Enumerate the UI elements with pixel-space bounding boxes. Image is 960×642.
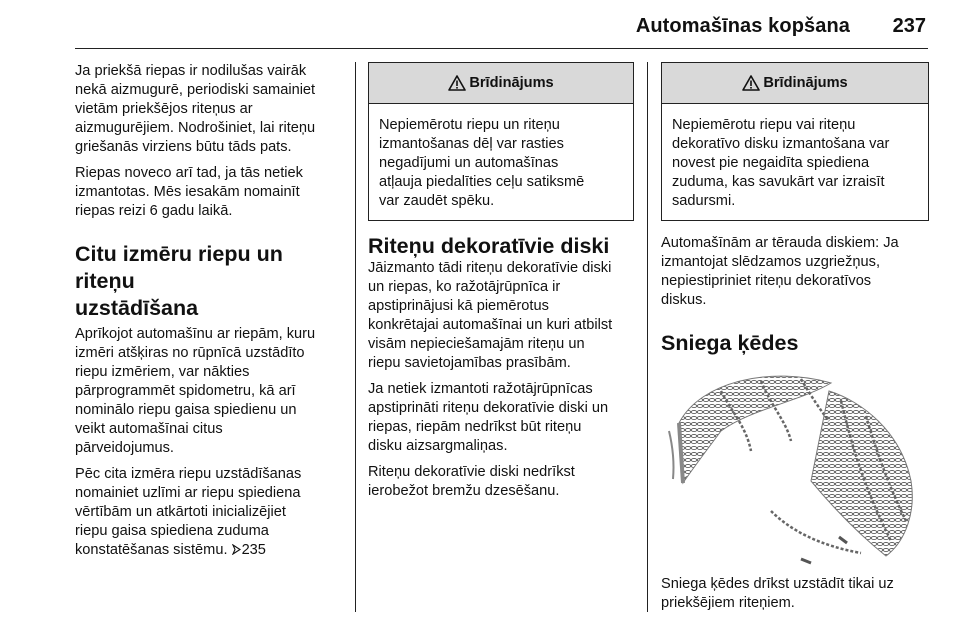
warning-header — [369, 63, 633, 104]
warning-title: Brīdinājums — [469, 75, 554, 91]
page-number: 237 — [892, 15, 926, 37]
section-heading-wheel-covers: Riteņu dekoratīvie diski — [368, 234, 610, 258]
tire-aging-paragraph: Riepas noveco arī tad, ja tās netiek izmantotas. Mēs iesakām nomainīt riepas reizi 6 gadu laikā. — [75, 165, 303, 219]
tire-rotation-paragraph: Ja priekšā riepas ir nodilušas vairāk nekā aizmugurē, periodiski samainiet vietām priekšējos riteņus ar aizmugurējiem. Nodrošiniet, lai riteņu griešanās virziens būtu tāds pats. — [75, 63, 316, 155]
page-ref-arrow-icon — [232, 542, 242, 558]
warning-header — [662, 63, 928, 104]
wheel-covers-paragraph-1: Jāizmanto tādi riteņu dekoratīvie diski un riepas, ko ražotājrūpnīca ir apstiprinājusi kā piemērotus konkrētajai automašīnai un kuri atbilst visām nepieciešamajām riteņu un riepu savietojamības prasībām. — [368, 260, 613, 371]
column-2 — [368, 62, 634, 508]
section-heading-snow-chains: Sniega ķēdes — [661, 331, 799, 355]
warning-triangle-icon — [742, 75, 760, 91]
snow-chains-caption: Sniega ķēdes drīkst uzstādīt tikai uz priekšējiem riteņiem. — [661, 576, 894, 611]
pressure-label-paragraph — [75, 465, 345, 560]
column-3 — [661, 62, 929, 620]
pressure-label-text: Pēc cita izmēra riepu uzstādīšanas nomainiet uzlīmi ar riepu spiediena vērtībām un atkārtoti inicializējiet riepu gaisa spiediena zuduma konstatēšanas sistēmu. — [75, 466, 302, 558]
header-title: Automašīnas kopšana — [635, 15, 850, 37]
warning-box-tires — [368, 62, 634, 221]
steel-wheels-paragraph: Automašīnām ar tērauda diskiem: Ja izmantojat slēdzamos uzgriežņus, nepiestipriniet riteņu dekoratīvos diskus. — [661, 235, 899, 308]
warning-box-wheel-covers — [661, 62, 929, 221]
column-1 — [75, 62, 345, 567]
warning-title: Brīdinājums — [763, 75, 848, 91]
column-divider-1 — [355, 62, 356, 612]
warning-triangle-icon — [448, 75, 466, 91]
snow-chains-illustration — [661, 361, 929, 569]
page-reference[interactable]: 235 — [241, 542, 266, 558]
column-divider-2 — [647, 62, 648, 612]
page-header — [75, 0, 928, 49]
warning-text: Nepiemērotu riepu vai riteņu dekoratīvo disku izmantošana var novest pie negaidīta spiediena zuduma, kas savukārt var izraisīt sadursmi. — [672, 117, 890, 209]
other-size-paragraph: Aprīkojot automašīnu ar riepām, kuru izmēri atšķiras no rūpnīcā uzstādīto riepu izmēriem, var nākties pārprogrammēt spidometru, kā arī nominālo riepu gaisa spiedienu un veikt automašīnai citus pārveidojumus. — [75, 326, 316, 456]
section-heading-other-tire-sizes: Citu izmēru riepu un riteņu uzstādīšana — [75, 242, 283, 320]
wheel-covers-paragraph-3: Riteņu dekoratīvie diski nedrīkst ierobežot bremžu dzesēšanu. — [368, 464, 575, 499]
warning-text: Nepiemērotu riepu un riteņu izmantošanas dēļ var rasties negadījumi un automašīnas atļauja piedalīties ceļu satiksmē var zaudēt spēku. — [379, 117, 585, 209]
wheel-covers-paragraph-2: Ja netiek izmantoti ražotājrūpnīcas apstiprināti riteņu dekoratīvie diski un riepas, riepām nedrīkst būt riteņu disku aizsargmaliņas. — [368, 381, 609, 454]
